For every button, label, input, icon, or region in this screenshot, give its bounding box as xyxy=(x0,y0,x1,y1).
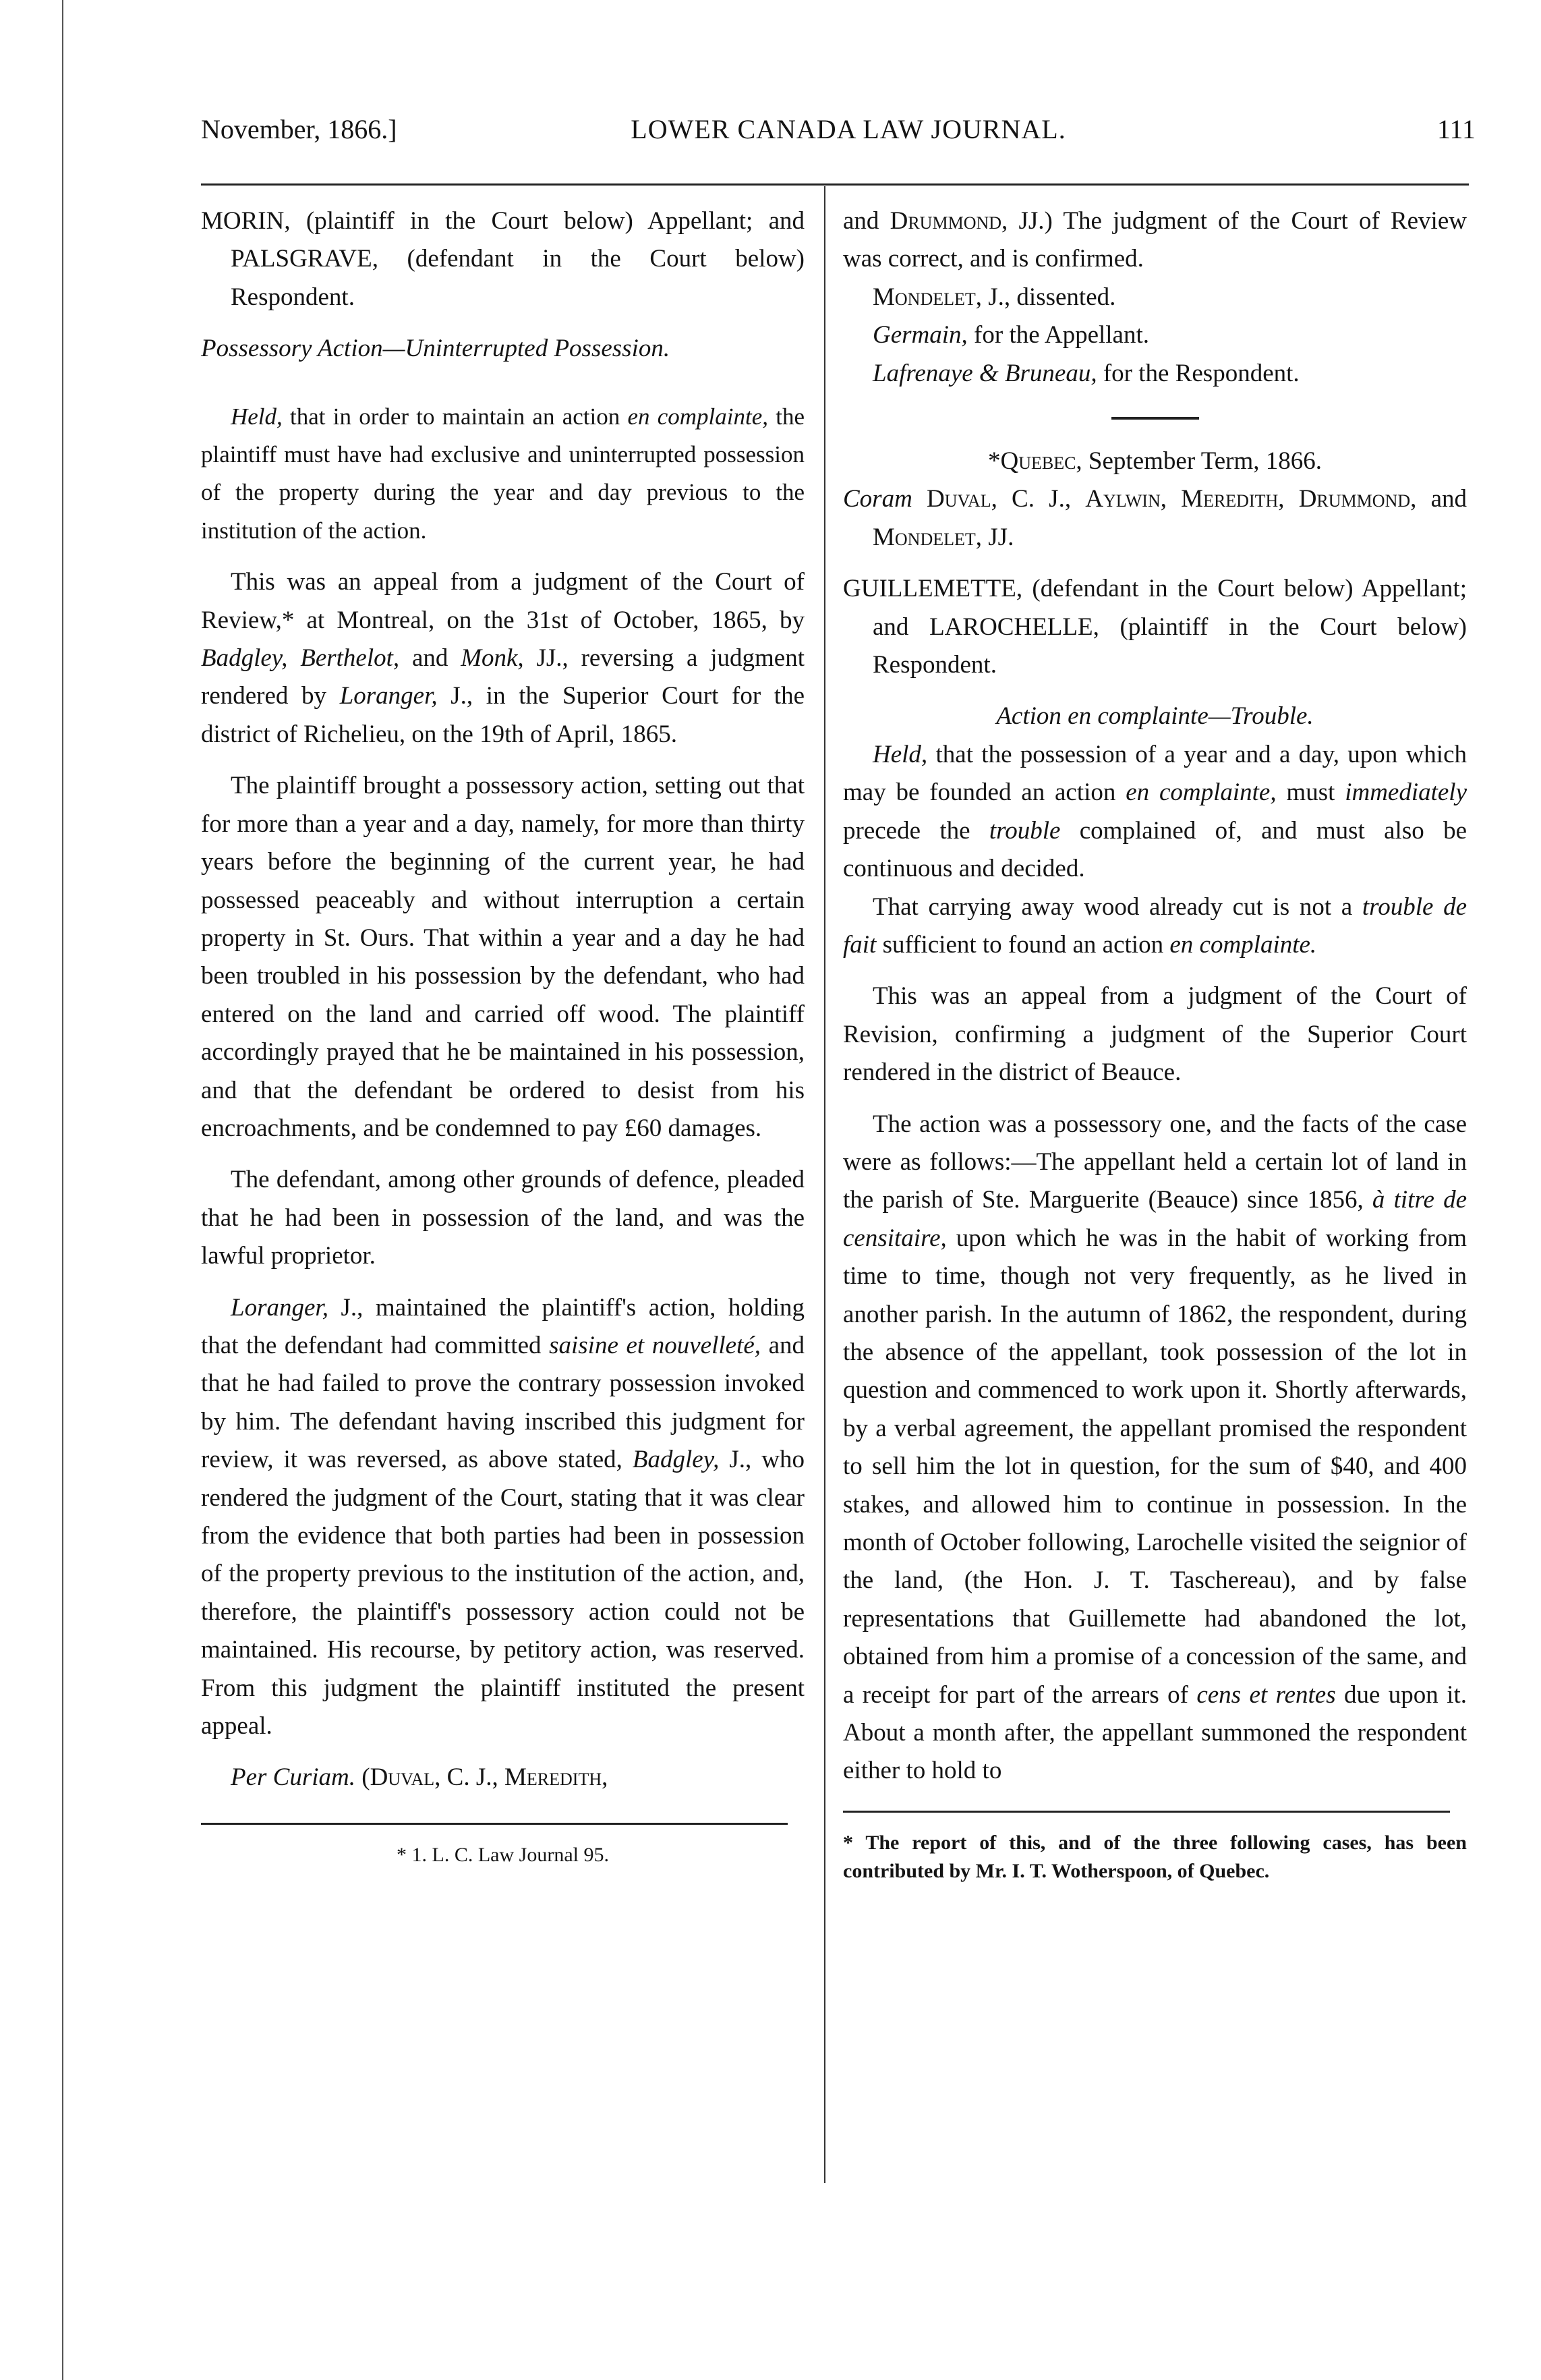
left-column xyxy=(201,202,805,1869)
header-rule xyxy=(201,183,1469,186)
column-divider xyxy=(824,186,825,2183)
footnote-rule-right xyxy=(843,1811,1450,1813)
section-rule xyxy=(1111,417,1199,420)
paragraph-possessory-action: The plaintiff brought a possessory action, setting out that for more than a year and a day, namely, for more than thirty years before the beginning of the current year, he had possessed peaceably and without interruption a certain property in St. Ours. That within a year and a day he had been troubled in his possession by the defendant, who had entered on the land and carried off wood. The plaintiff accordingly prayed that he be maintained in his possession, and that the defendant be ordered to desist from his encroachments, and be condemned to pay £60 damages. xyxy=(201,772,805,1142)
running-header xyxy=(201,108,1496,148)
header-page-number: 111 xyxy=(1436,114,1476,144)
case-subject: Possessory Action—Uninterrupted Possession. xyxy=(201,335,670,363)
right-column xyxy=(843,202,1467,1886)
case-parties-morin: MORIN, (plaintiff in the Court below) Appellant; and PALSGRAVE, (defendant in the Court below) Respondent. xyxy=(201,207,805,311)
counsel-respondent: Lafrenaye & Bruneau, for the Respondent. xyxy=(873,359,1300,387)
case-subject-right: Action en complainte—Trouble. xyxy=(996,702,1314,731)
paragraph-appeal: This was an appeal from a judgment of the Court of Review,* at Montreal, on the 31st of October, 1865, by Badgley, Berthelot, and Monk, JJ., reversing a judgment rendered by Loranger, J., in the Superior Court for the district of Richelieu, on the 19th of April, 1865. xyxy=(201,568,805,748)
counsel-appellant: Germain, for the Appellant. xyxy=(873,321,1150,349)
term-line: *Quebec, September Term, 1866. xyxy=(987,447,1322,476)
paragraph-judgment-continued: and Drummond, JJ.) The judgment of the Court of Review was correct, and is confirmed. xyxy=(843,207,1467,273)
case-parties-guillemette: GUILLEMETTE, (defendant in the Court below) Appellant; and LAROCHELLE, (plaintiff in the Court below) Respondent. xyxy=(843,575,1467,679)
paragraph-loranger: Loranger, J., maintained the plaintiff's action, holding that the defendant had committed saisine et nouvelleté, and that he had failed to prove the contrary possession invoked by him. The defendant having inscribed this judgment for review, it was reversed, as above stated, Badgley, J., who rendered the judgment of the Court, stating that it was clear from the evidence that both parties had been in possession of the property previous to the institution of the action, and, therefore, the plaintiff's possessory action could not be maintained. His recourse, by petitory action, was reserved. From this judgment the plaintiff instituted the present appeal. xyxy=(201,1293,805,1740)
held-paragraph-right: Held, that the possession of a year and a day, upon which may be founded an action en complainte, must immediately precede the trouble complained of, and must also be continuous and decided. xyxy=(843,740,1467,883)
coram-line: Coram Duval, C. J., Aylwin, Meredith, Drummond, and Mondelet, JJ. xyxy=(843,485,1467,551)
footnote-rule xyxy=(201,1823,788,1825)
footnote-right: * The report of this, and of the three following cases, has been contributed by Mr. I. T. Wotherspoon, of Quebec. xyxy=(843,1831,1467,1882)
held-paragraph: Held, that in order to maintain an action en complainte, the plaintiff must have had exclusive and uninterrupted possession of the property during the year and day previous to the institution of the action. xyxy=(201,403,805,544)
header-journal-title: LOWER CANADA LAW JOURNAL. xyxy=(631,114,1066,144)
paragraph-per-curiam: Per Curiam. (Duval, C. J., Meredith, xyxy=(231,1763,608,1792)
paragraph-defence: The defendant, among other grounds of defence, pleaded that he had been in possession of the land, and was the lawful proprietor. xyxy=(201,1166,805,1270)
held-paragraph-right-2: That carrying away wood already cut is not a trouble de fait sufficient to found an action en complainte. xyxy=(843,893,1467,959)
header-date: November, 1866.] xyxy=(201,114,397,144)
footnote-left: * 1. L. C. Law Journal 95. xyxy=(397,1843,609,1866)
paragraph-appeal-right: This was an appeal from a judgment of the Court of Revision, confirming a judgment of the Superior Court rendered in the district of Beauce. xyxy=(843,982,1467,1087)
paragraph-facts: The action was a possessory one, and the facts of the case were as follows:—The appellant held a certain lot of land in the parish of Ste. Marguerite (Beauce) since 1856, à titre de censitaire, upon which he was in the habit of working from time to time, though not very frequently, as he lived in another parish. In the autumn of 1862, the respondent, during the absence of the appellant, took possession of the lot in question and commenced to work upon it. Shortly afterwards, by a verbal agreement, the appellant promised the respondent to sell him the lot in question, for the sum of $40, and 400 stakes, and allowed him to continue in possession. In the month of October following, Larochelle visited the seignior of the land, (the Hon. J. T. Taschereau), and by false representations that Guillemette had abandoned the lot, obtained from him a promise of a concession of the same, and a receipt for part of the arrears of cens et rentes due upon it. About a month after, the appellant summoned the respondent either to hold to xyxy=(843,1110,1467,1785)
binding-edge-line xyxy=(62,0,63,2380)
dissent-line: Mondelet, J., dissented. xyxy=(873,283,1116,311)
